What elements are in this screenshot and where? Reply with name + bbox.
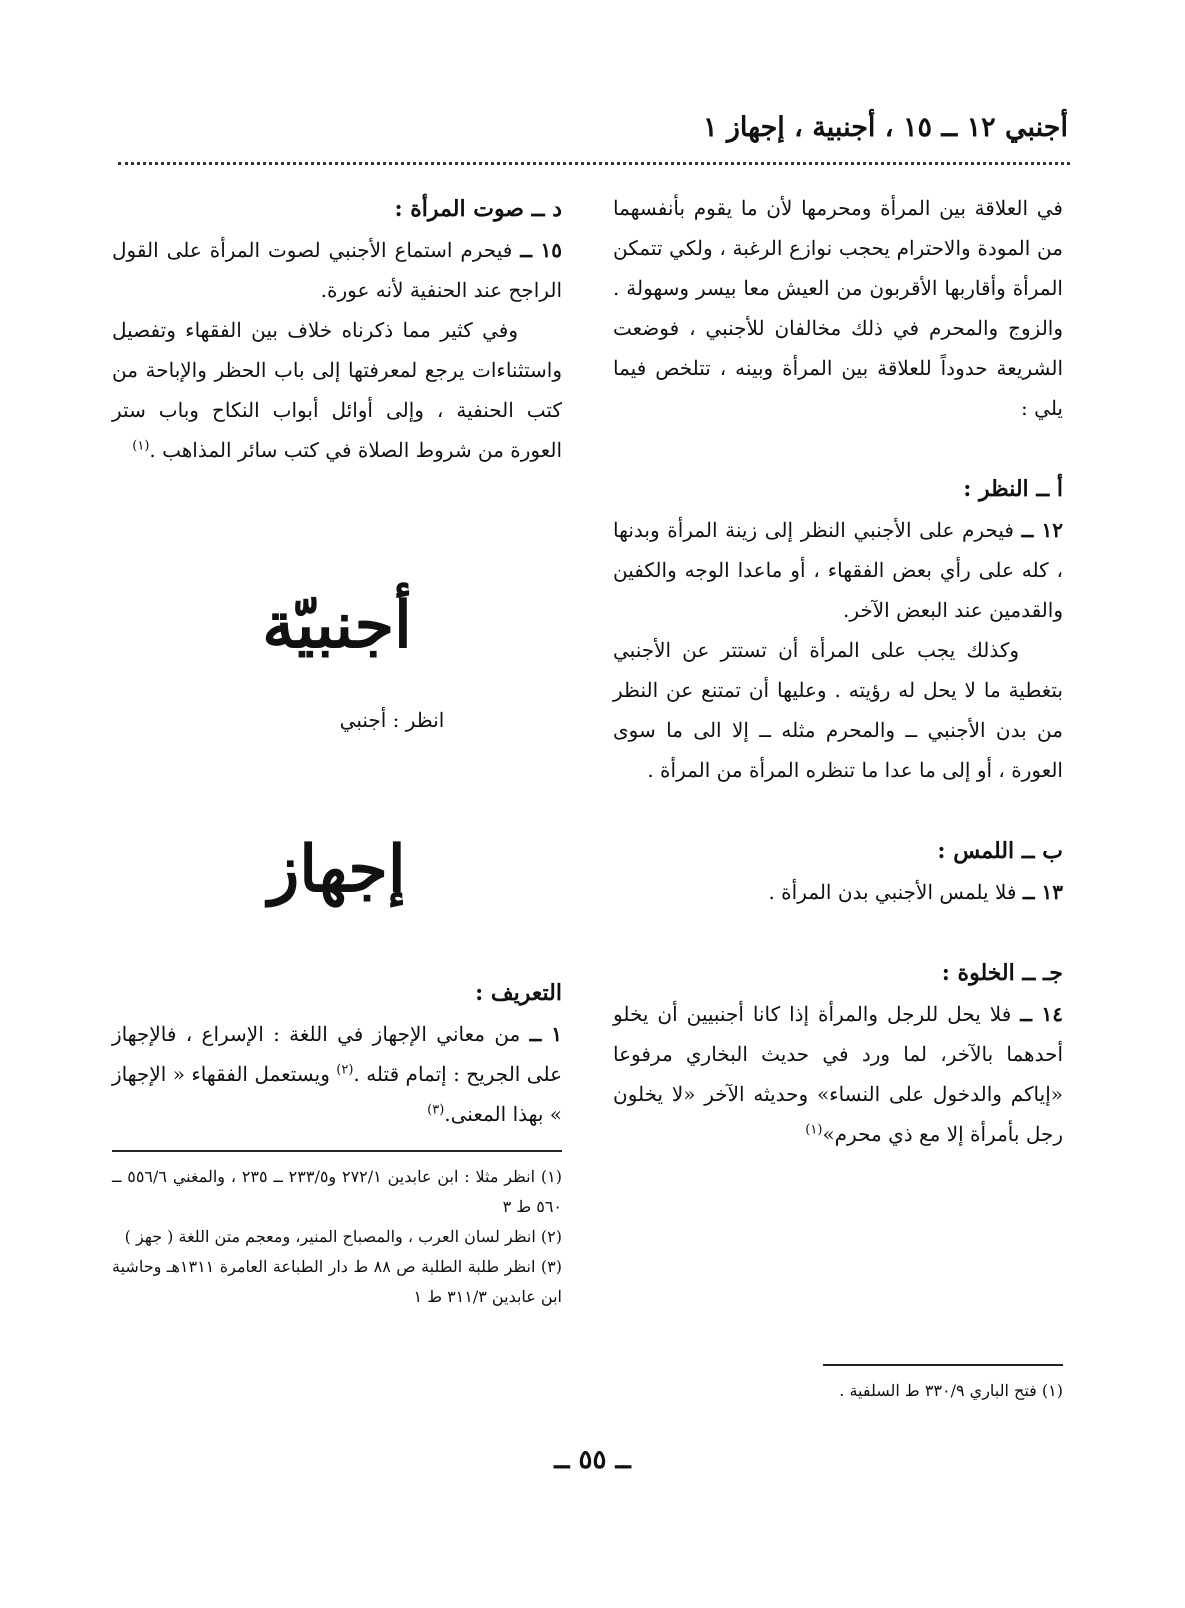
left-column <box>112 188 562 1312</box>
paragraph-number: ١٤ ــ <box>1020 1002 1064 1026</box>
footnote-ref: (٢) <box>336 1062 354 1078</box>
section-b-heading: ب ــ اللمس : <box>937 838 1063 864</box>
footnote-ref: (١) <box>805 1122 823 1138</box>
footnote-ref: (٣) <box>427 1102 445 1118</box>
footnote-2: (٢) انظر لسان العرب ، والمصباح المنير، ومعجم متن اللغة ( جهز ) <box>124 1227 562 1246</box>
paragraph-text: فلا يحل للرجل والمرأة إذا كانا أجنبيين أن يخلو أحدهما بالآخر، لما ورد في حديث البخاري مرفوعا «إياكم والدخول على النساء» وحديثه الآخر «لا يخلون رجل بأمرأة إلا مع ذي محرم» <box>613 1002 1063 1146</box>
paragraph-12 <box>613 510 1063 630</box>
entry-title-ijhaz: إجهاز <box>268 832 406 907</box>
footnote-rule <box>112 1150 562 1152</box>
paragraph-number: ١٥ ــ <box>520 238 563 262</box>
entry-title-ajnabiyya: أجنبيّة <box>262 588 412 663</box>
paragraph-12-continued: وكذلك يجب على المرأة أن تستتر عن الأجنبي بتغطية ما لا يحل له رؤيته . وعليها أن تمتنع عن النظر من بدن الأجنبي ــ والمحرم مثله ــ إلا الى ما سوى العورة ، أو إلى ما عدا ما تنظره المرأة من المرأة . <box>613 638 1063 782</box>
paragraph-text: من معاني الإجهاز في اللغة : الإسراع ، فالإجهاز على الجريح : إتمام قتله . <box>112 1022 563 1086</box>
paragraph-15-continued <box>112 310 562 470</box>
paragraph-text: فيحرم استماع الأجنبي لصوت المرأة على القول الراجح عند الحنفية لأنه عورة. <box>112 238 562 302</box>
paragraph-14 <box>613 994 1063 1154</box>
paragraph-number: ١ ــ <box>529 1022 562 1046</box>
footnote-rule <box>823 1364 1063 1366</box>
footnote-3: (٣) انظر طلبة الطلبة ص ٨٨ ط دار الطباعة العامرة ١٣١١هـ وحاشية ابن عابدين ٣١١/٣ ط ١ <box>112 1257 562 1306</box>
paragraph-text: وفي كثير مما ذكرناه خلاف بين الفقهاء وتفصيل واستثناءات يرجع لمعرفتها إلى باب الحظر والإباحة من كتب الحنفية ، وإلى أوائل أبواب النكاح وباب ستر العورة من شروط الصلاة في كتب سائر المذاهب . <box>112 318 562 462</box>
right-footnotes <box>613 1348 1063 1406</box>
paragraph-13 <box>613 872 1063 912</box>
footnote-1: (١) انظر مثلا : ابن عابدين ٢٧٢/١ و٢٣٣/٥ ــ ٢٣٥ ، والمغني ٥٥٦/٦ ــ ٥٦٠ ط ٣ <box>112 1167 563 1216</box>
footnote-1: (١) فتح الباري ٣٣٠/٩ ط السلفية . <box>839 1381 1063 1400</box>
right-column <box>613 188 1063 1154</box>
section-d-heading: د ــ صوت المرأة : <box>394 196 562 222</box>
section-c-heading: جـ ــ الخلوة : <box>941 960 1063 986</box>
definition-heading: التعريف : <box>475 980 562 1006</box>
paragraph-text: فلا يلمس الأجنبي بدن المرأة . <box>768 880 1017 904</box>
paragraph-number: ١٣ ــ <box>1022 880 1063 904</box>
header-dotted-rule <box>118 162 1070 165</box>
paragraph-number: ١٢ ــ <box>1021 518 1064 542</box>
paragraph-15 <box>112 230 562 310</box>
paragraph-text: فيحرم على الأجنبي النظر إلى زينة المرأة وبدنها ، كله على رأي بعض الفقهاء ، أو ماعدا الوجه والكفين والقدمين عند البعض الآخر. <box>613 518 1063 622</box>
intro-paragraph: في العلاقة بين المرأة ومحرمها لأن ما يقوم بأنفسهما من المودة والاحترام يحجب نوازع الرغبة ، ولكي تتمكن المرأة وأقاربها الأقربون من العيش معا بيسر وسهولة . والزوج والمحرم في ذلك مخالفان للأجنبي ، فوضعت الشريعة حدوداً للعلاقة بين المرأة وبينه ، تتلخص فيما يلي : <box>613 196 1063 420</box>
section-a-heading: أ ــ النظر : <box>963 476 1063 502</box>
page-number: ــ ٥٥ ــ <box>554 1445 631 1475</box>
running-head: أجنبي ١٢ ــ ١٥ ، أجنبية ، إجهاز ١ <box>702 112 1068 143</box>
see-reference: انظر : أجنبي <box>339 708 445 732</box>
paragraph-1 <box>112 1014 562 1134</box>
footnote-ref: (١) <box>132 438 150 454</box>
paragraph-text: ويستعمل الفقهاء « الإجهاز » بهذا المعنى. <box>112 1062 562 1126</box>
